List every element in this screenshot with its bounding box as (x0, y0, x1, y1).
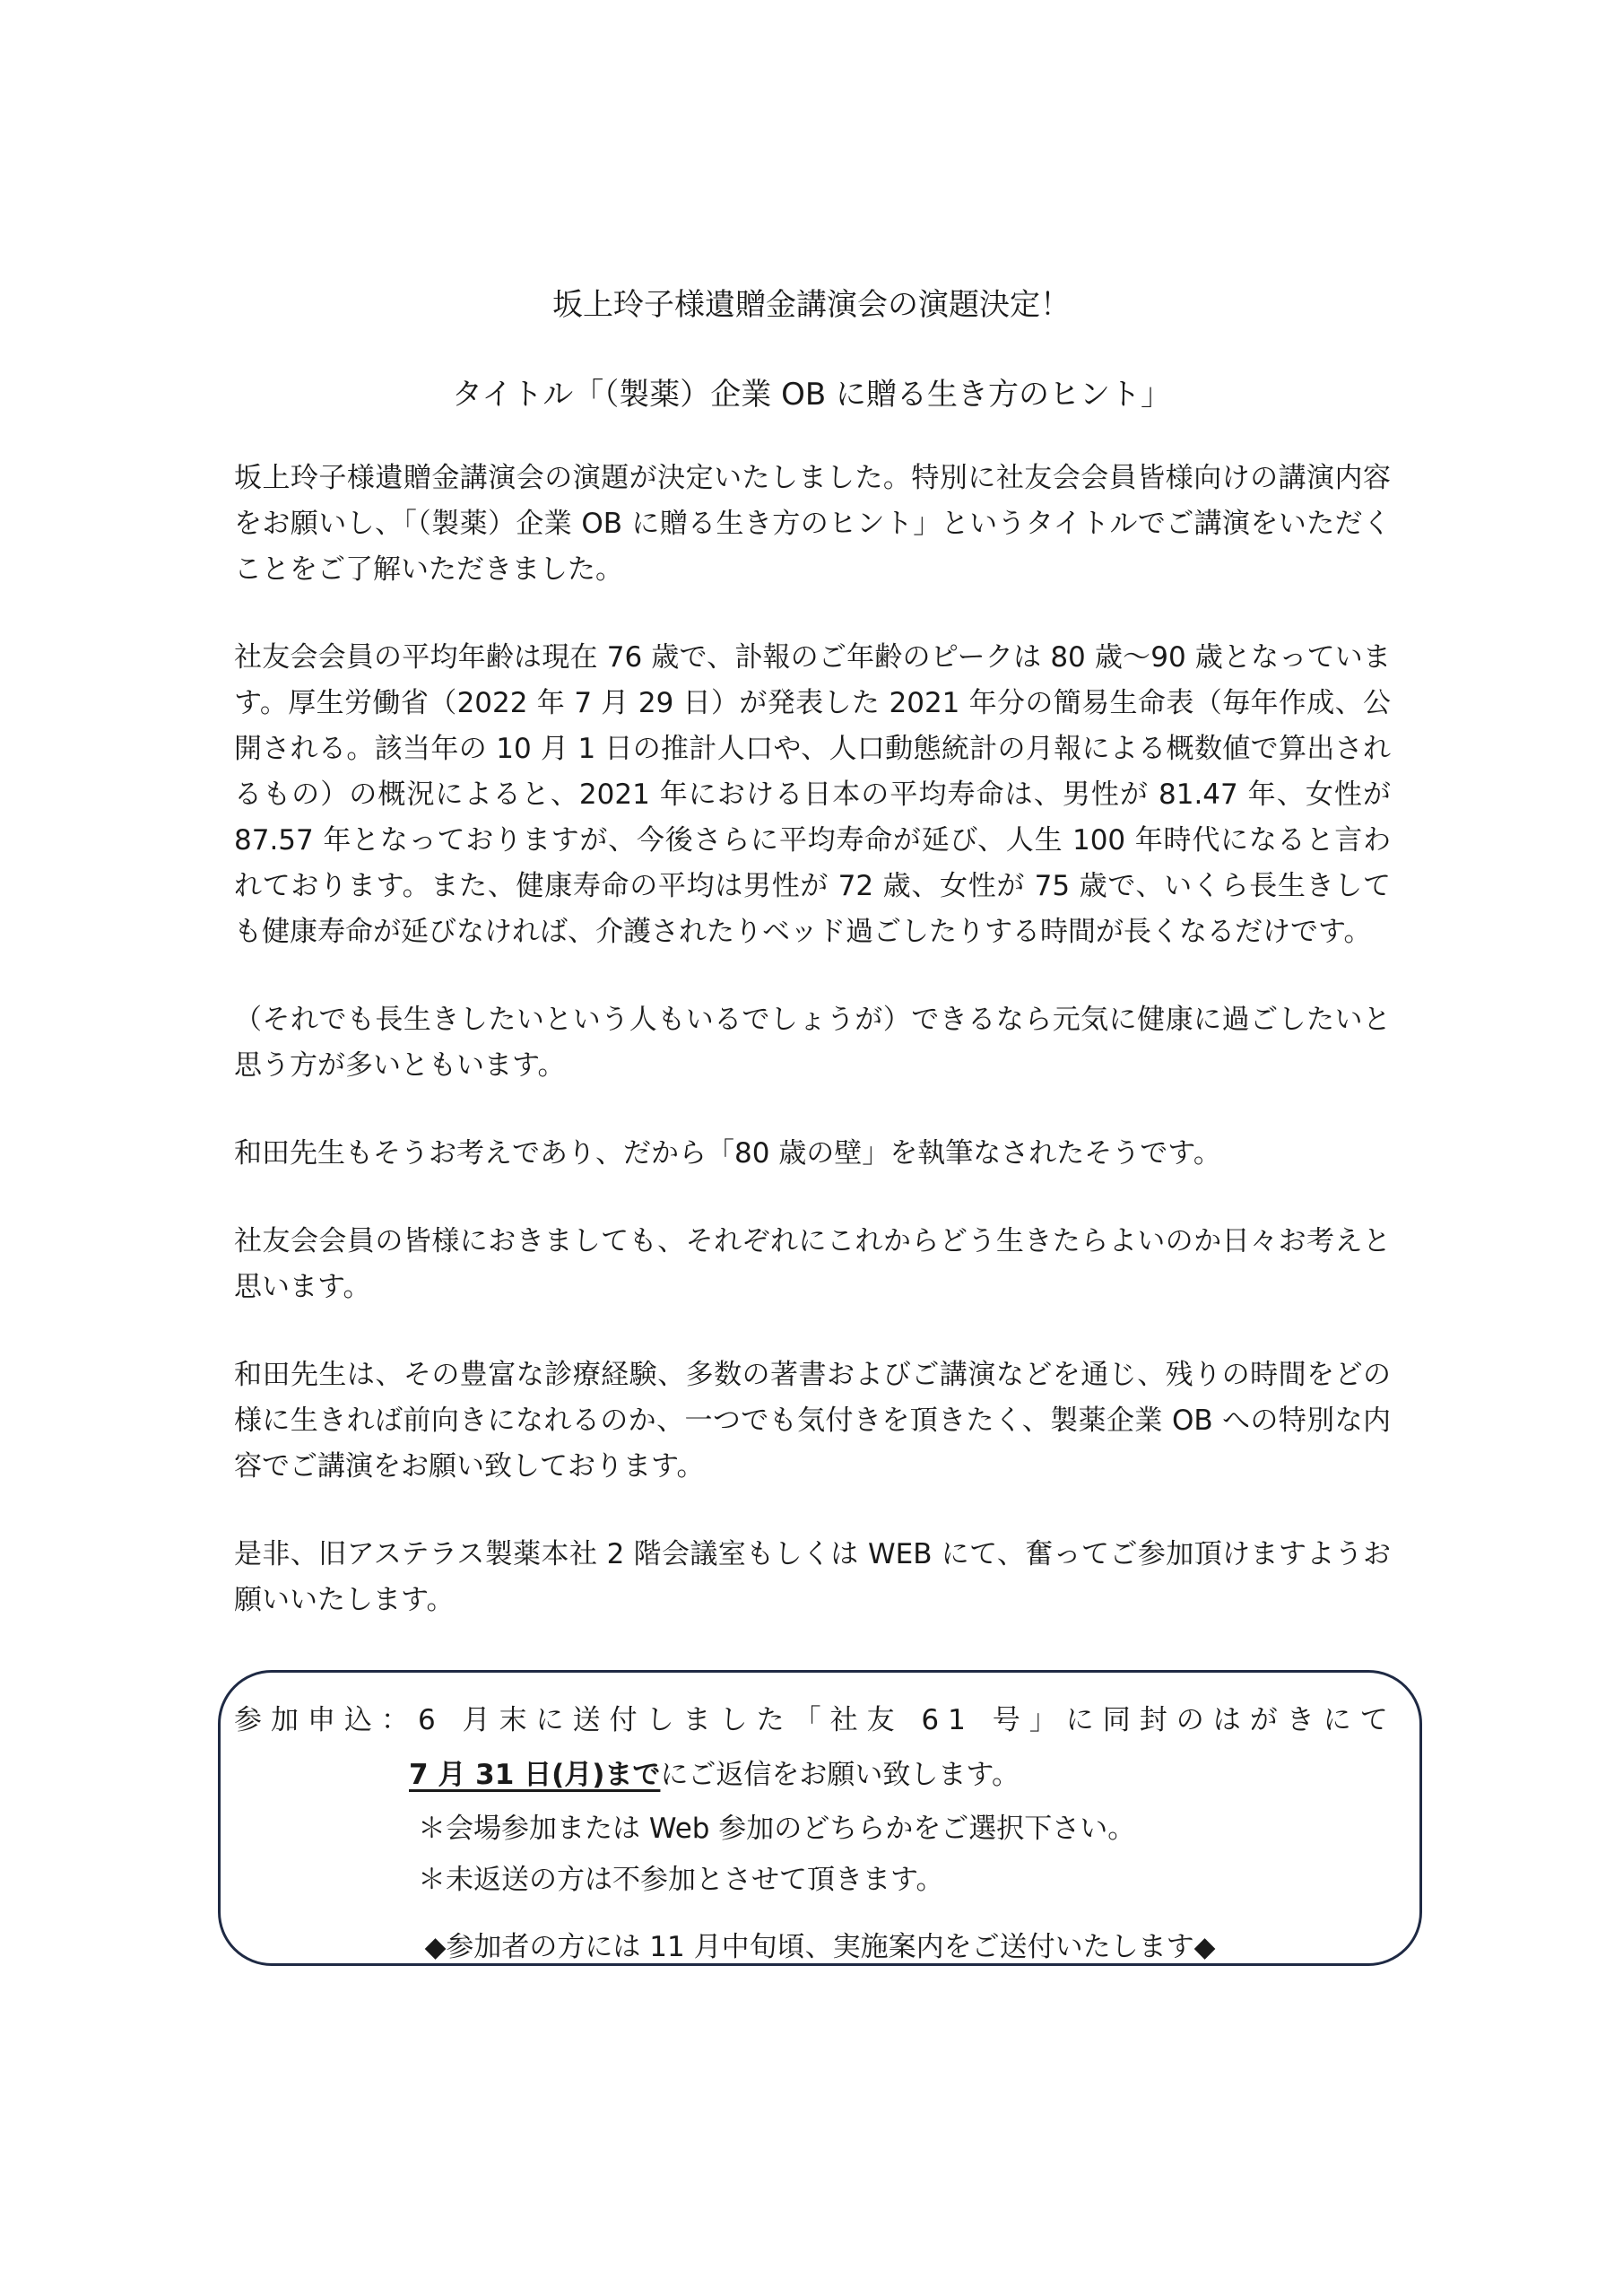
paragraph: 坂上玲子様遺贈金講演会の演題が決定いたしました。特別に社友会会員皆様向けの講演内容をお願いし、「（製薬）企業 OB に贈る生き方のヒント」というタイトルでご講演をいただくことをご了解いただきました。 (234, 462, 1391, 586)
document-title: 坂上玲子様遺贈金講演会の演題決定！ (552, 287, 1071, 323)
document-body (234, 456, 1391, 1665)
paragraph: 和田先生もそうお考えであり、だから「80 歳の壁」を執筆なされたそうです。 (234, 1137, 1221, 1170)
paragraph: 社友会会員の平均年齢は現在 76 歳で、訃報のご年齢のピークは 80 歳～90 歳となっています。厚生労働省（2022 年 7 月 29 日）が発表した 2021 年分の簡易生命表（毎年作成、公開される。該当年の 10 月 1 日の推計人口や、人口動態統計の月報による概数値で算出されるもの）の概況によると、2021 年における日本の平均寿命は、男性が 81.47 年、女性が 87.57 年となっておりますが、今後さらに平均寿命が延び、人生 100 年時代になると言われております。また、健康寿命の平均は男性が 72 歳、女性が 75 歳で、いくら長生きしても健康寿命が延びなければ、介護されたりベッド過ごしたりする時間が長くなるだけです。 (234, 641, 1391, 948)
paragraph: 是非、旧アステラス製薬本社 2 階会議室もしくは WEB にて、奮ってご参加頂けますようお願いいたします。 (234, 1538, 1391, 1616)
deadline-date: 7 月 31 日(月)まで (409, 1759, 661, 1791)
reply-deadline (409, 1752, 1020, 1792)
application-instruction: 参加申込：6 月末に送付しました「社友 61 号」に同封のはがきにて (234, 1704, 1397, 1736)
participation-mode-note: ＊会場参加または Web 参加のどちらかをご選択下さい。 (418, 1813, 1136, 1845)
paragraph: 社友会会員の皆様におきましても、それぞれにこれからどう生きたらよいのか日々お考えと思います。 (234, 1225, 1391, 1303)
paragraph: 和田先生は、その豊富な診療経験、多数の著書およびご講演などを通じ、残りの時間をどの様に生きれば前向きになれるのか、一つでも気付きを頂きたく、製薬企業 OB への特別な内容でご講演をお願い致しております。 (234, 1359, 1391, 1483)
deadline-text: にご返信をお願い致します。 (660, 1759, 1020, 1791)
paragraph: （それでも長生きしたいという人もいるでしょうが）できるなら元気に健康に過ごしたいと思う方が多いともいます。 (234, 1004, 1391, 1082)
non-reply-note: ＊未返送の方は不参加とさせて頂きます。 (418, 1864, 944, 1896)
lecture-title: タイトル「（製薬）企業 OB に贈る生き方のヒント」 (451, 377, 1172, 413)
application-notice-box (218, 1670, 1422, 1966)
closing-announcement: ◆参加者の方には 11 月中旬頃、実施案内をご送付いたします◆ (424, 1931, 1216, 1963)
